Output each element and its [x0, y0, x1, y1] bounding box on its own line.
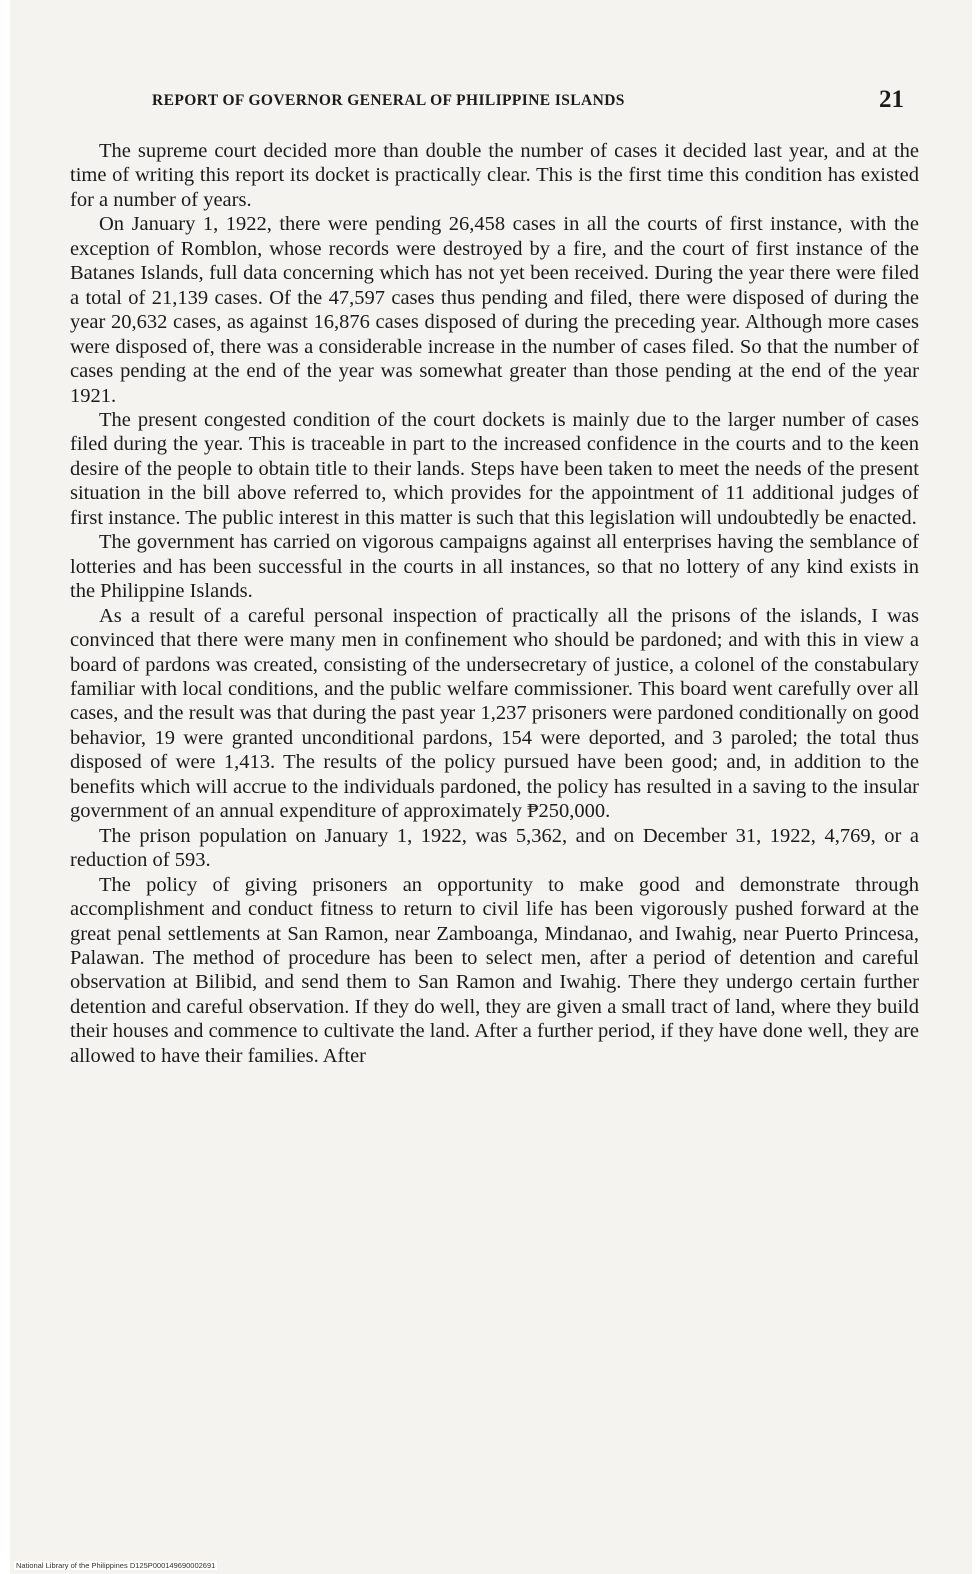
paragraph-penal-settlements: The policy of giving prisoners an opportunity to make good and demonstrate through accomplishment and conduct fitness to return to civil life has been vigorously pushed forward at the great penal settlements at San Ramon, near Zamboanga, Mindanao, and Iwahig, near Puerto Princesa, Palawan. The method of procedure has been to select men, after a period of detention and careful observation at Bilibid, and send them to San Ramon and Iwahig. There they undergo certain further detention and careful observation. If they do well, they are given a small tract of land, where they build their houses and commence to cultivate the land. After a further period, if they have done well, they are allowed to have their families. After: [70, 873, 919, 1067]
paragraph-pending-cases: On January 1, 1922, there were pending 26,458 cases in all the courts of first instance, with the exception of Romblon, whose records were destroyed by a fire, and the court of first instance of the Batanes Islands, full data concerning which has not yet been received. During the year there were filed a total of 21,139 cases. Of the 47,597 cases thus pending and filed, there were disposed of during the year 20,632 cases, as against 16,876 cases disposed of during the preceding year. Although more cases were disposed of, there was a considerable increase in the number of cases filed. So that the number of cases pending at the end of the year was somewhat greater than those pending at the end of the year 1921.: [70, 213, 919, 407]
paragraph-supreme-court: The supreme court decided more than double the number of cases it decided last year, and at the time of writing this report its docket is practically clear. This is the first time this condition has existed for a number of years.: [70, 140, 919, 211]
page-header: [70, 88, 912, 114]
page-number: 21: [879, 86, 904, 113]
body-text: [70, 139, 919, 1068]
library-stamp: National Library of the Philippines D125P000149690002691: [16, 1561, 216, 1570]
paragraph-congested-dockets: The present congested condition of the court dockets is mainly due to the larger number of cases filed during the year. This is traceable in part to the increased confidence in the courts and to the keen desire of the people to obtain title to their lands. Steps have been taken to meet the needs of the present situation in the bill above referred to, which provides for the appointment of 11 additional judges of first instance. The public interest in this matter is such that this legislation will undoubtedly be enacted.: [70, 408, 919, 529]
paragraph-lotteries: The government has carried on vigorous campaigns against all enterprises having the semblance of lotteries and has been successful in the courts in all instances, so that no lottery of any kind exists in the Philippine Islands.: [70, 531, 919, 603]
paragraph-pardons: As a result of a careful personal inspection of practically all the prisons of the islands, I was convinced that there were many men in confinement who should be pardoned; and with this in view a board of pardons was created, consisting of the undersecretary of justice, a colonel of the constabulary familiar with local conditions, and the public welfare commissioner. This board went carefully over all cases, and the result was that during the past year 1,237 prisoners were pardoned conditionally on good behavior, 19 were granted unconditional pardons, 154 were deported, and 3 paroled; the total thus disposed of were 1,413. The results of the policy pursued have been good; and, in addition to the benefits which will accrue to the individuals pardoned, the policy has resulted in a saving to the insular government of an annual expenditure of approximately ₱250,000.: [70, 604, 919, 823]
running-title: REPORT OF GOVERNOR GENERAL OF PHILIPPINE ISLANDS: [152, 92, 625, 109]
paragraph-prison-population: The prison population on January 1, 1922, was 5,362, and on December 31, 1922, 4,769, or a reduction of 593.: [70, 824, 919, 872]
